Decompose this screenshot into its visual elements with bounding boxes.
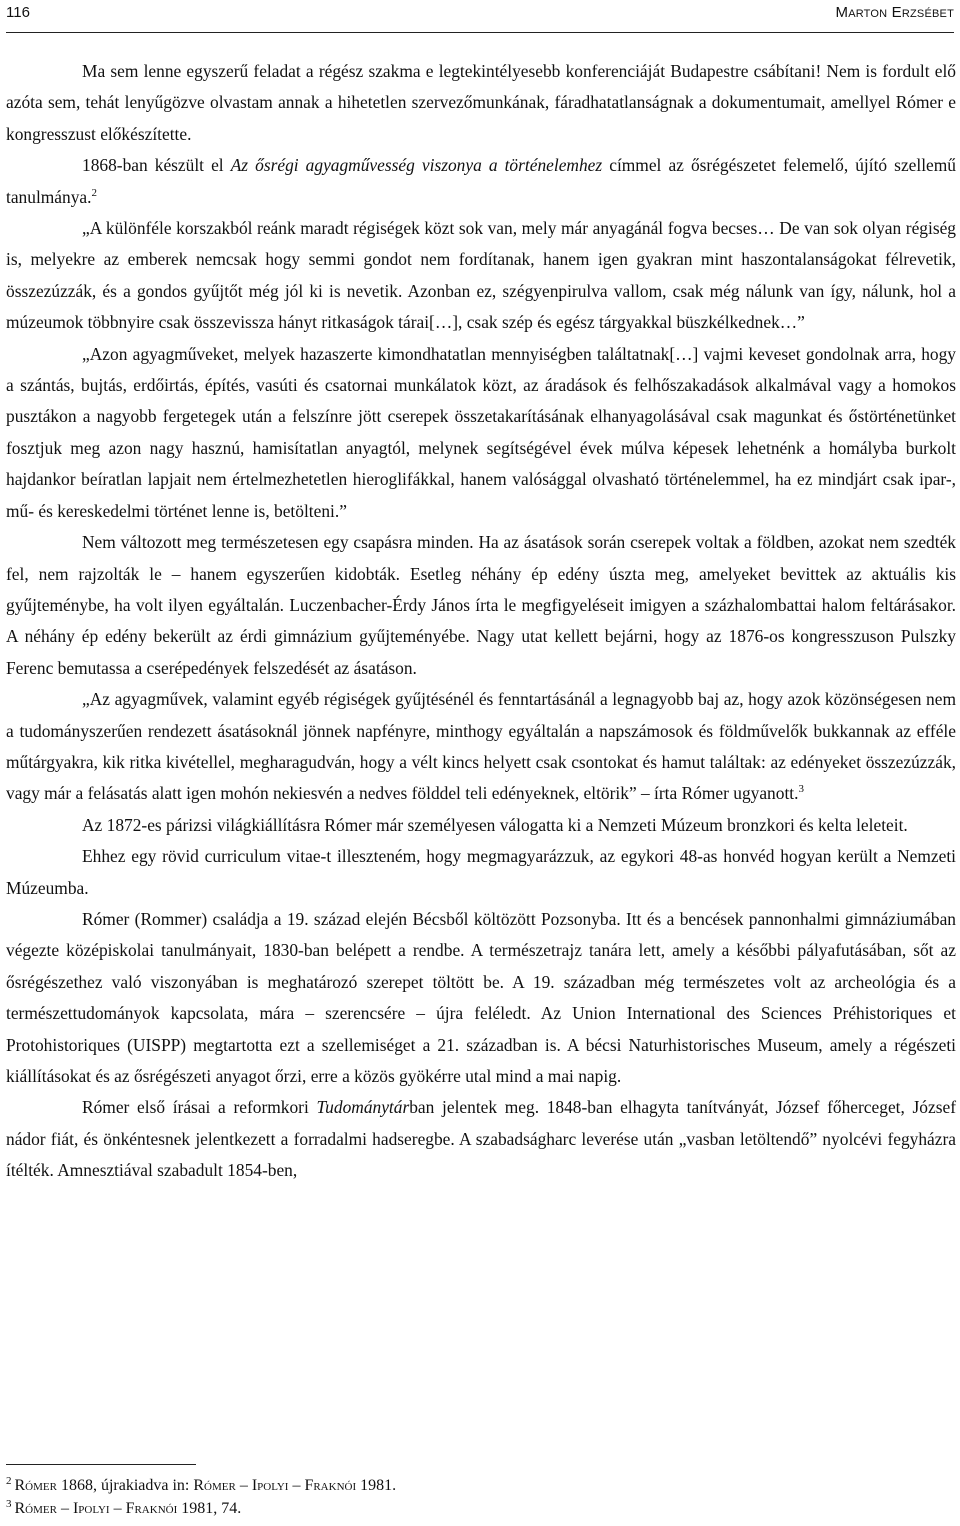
page-header xyxy=(6,2,954,26)
title-italic: Az ősrégi agyagművesség viszonya a történelemhez xyxy=(230,155,603,176)
footnote-text: 1868, újrakiadva in: xyxy=(56,1477,194,1494)
paragraph: Az 1872-es párizsi világkiállításra Rómer már személyesen válogatta ki a Nemzeti Múzeum bronzkori és kelta leleteit. xyxy=(82,814,908,835)
paragraph: Rómer első írásai a reformkori Tudománytárban jelentek meg. 1848-ban elhagyta tanítványát, József főherceget, József nádor fiát, és önkéntesnek jelentkezett a forradalmi hadseregbe. A szabadságharc leverése után „vasban letöltendő” nyolcévi fegyházra ítélték. Amnesztiával szabadult 1854-ben, xyxy=(6,1097,956,1181)
body-text xyxy=(6,56,956,1187)
footnote-3 xyxy=(6,1497,946,1520)
footnote-mark: 2 xyxy=(6,1475,12,1487)
paragraph: Ehhez egy rövid curriculum vitae-t illeszteném, hogy megmagyarázzuk, az egykori 48-as honvéd hogyan került a Nemzeti Múzeumba. xyxy=(6,846,956,898)
paragraph: Ma sem lenne egyszerű feladat a régész szakma e legtekintélyesebb konferenciáját Budapestre csábítani! Nem is fordult elő azóta sem, tehát lenyűgözve olvastam annak a hihetetlen szervezőmunkának, fáradhatatlanságnak a dokumentumait, amellyel Rómer e kongresszust előkészítette. xyxy=(6,61,956,144)
footnote-2 xyxy=(6,1474,946,1497)
quote-paragraph: „A különféle korszakból reánk maradt régiségek közt sok van, mely már anyagánál fogva becses… De van sok olyan régiség is, melyekre az emberek nemcsak hogy semmi gondot nem fordítanak, hanem igen gyakran mint haszontalanságokat félrevetik, összezúzzák, és a gondos gyűjtőt még jól ki is nevetik. Azonban ez, szégyenpirulva vallom, csak még nálunk van így, nálunk, hol a múzeumok többnyire csak összevissza hányt ritkaságok tárai[…], csak szép és egész tárgyakkal büszkélkednek…” xyxy=(6,218,956,333)
footnote-text: 1981, 74. xyxy=(177,1500,242,1517)
paragraph: Rómer (Rommer) családja a 19. század elején Bécsből költözött Pozsonyba. Itt és a bencések pannonhalmi gimnáziumában végezte középiskolai tanulmányait, 1830-ban belépett a rendbe. A természetrajz tanára lett, amely a későbbi pályafutásában, sőt az ősrégészethez való viszonyában is meghatározó szerepet töltött be. A 19. században még természetes volt az archeológia és a természettudományok kapcsolata, mára – szerencsére – újra feléledt. Az Union International des Sciences Préhistoriques et Protohistoriques (UISPP) megtartotta ezt a szellemiséget a 21. században is. A bécsi Naturhistorisches Museum, amely a régészeti kiállításokat és az ősrégészeti anyagot őrzi, erre a közös gyökérre utal mind a mai napig. xyxy=(6,908,956,1086)
footnote-mark: 3 xyxy=(6,1498,12,1510)
footnote-text: Rómer – Ipolyi – Fraknói xyxy=(193,1477,357,1494)
running-head: Marton Erzsébet xyxy=(835,4,954,21)
quote-paragraph: „Azon agyagműveket, melyek hazaszerte kimondhatatlan mennyiségben találtatnak[…] vajmi keveset gondolnak arra, hogy a szántás, bujtás, erdőirtás, építés, vasúti és csatornai munkálatok közt, az áradások és felhőszakadások alkalmával vagy a homokos pusztákon a nagyobb fergetegek után a felszínre jött cserepek összetakarításának elhanyagolásával csak magunkat és őstörténetünket fosztjuk meg azon nagy hasznú, hamisítatlan anyagtól, melynek segítségével évek múlva képesek lehetnénk a homályba burkolt hajdankor beíratlan lapjait nem értelmezhetetlen hieroglifákkal, hanem valósággal olvasható történelemmel, ha ez mindjárt csak ipar-, mű- és kereskedelmi történet lenne is, betölteni.” xyxy=(6,343,956,521)
footnote-text: 1981. xyxy=(356,1477,397,1494)
paragraph: Nem változott meg természetesen egy csapásra minden. Ha az ásatások során cserepek voltak a földben, azokat nem szedték fel, nem rajzolták le – hanem egyszerűen kidobták. Esetleg néhány ép edény úszta meg, amelyeket bevittek az aktuális kis gyűjteménybe, ha volt ilyen egyáltalán. Luczenbacher-Érdy János írta le megfigyeléseit imigyen a százhalombattai halom feltárásakor. A néhány ép edény bekerült az érdi gimnázium gyűjteményébe. Nagy utat kellett bejárni, hogy az 1876-os kongresszuson Pulszky Ferenc bemutassa a cserépedények felszedését az ásatáson. xyxy=(6,532,956,678)
footnote-ref: 3 xyxy=(798,783,804,796)
header-rule xyxy=(6,32,954,33)
quote-paragraph: „Az agyagművek, valamint egyéb régiségek gyűjtésénél és fenntartásánál a legnagyobb baj az, hogy azok közönségesen nem a tudományszerűen rendezett ásatásoknál jönnek napfényre, minthogy egyáltalán a napszámosok és földművelők bukkannak az efféle műtárgyakra, kik ritka kivétellel, megharagudván, hogy a vélt kincs helyett csak csontokat és hamut találtak: az edényeket összezúzzák, vagy már a felásatás alatt igen mohón nekiesvén a nedves földdel teli edényeknek, eltörik” – írta Rómer ugyanott.$^3$ xyxy=(6,689,956,804)
footnotes xyxy=(6,1474,946,1520)
footnote-text: Rómer – Ipolyi – Fraknói xyxy=(14,1500,178,1517)
page-number: 116 xyxy=(6,4,30,21)
footnote-text: Rómer xyxy=(14,1477,57,1494)
footnote-ref: 2 xyxy=(91,186,97,199)
title-italic: Tudománytár xyxy=(316,1097,410,1118)
footnote-rule xyxy=(6,1464,196,1465)
paragraph: 1868-ban készült el Az ősrégi agyagművesség viszonya a történelemhez címmel az ősrégészetet felemelő, újító szellemű tanulmánya.$^2$ xyxy=(6,155,956,207)
